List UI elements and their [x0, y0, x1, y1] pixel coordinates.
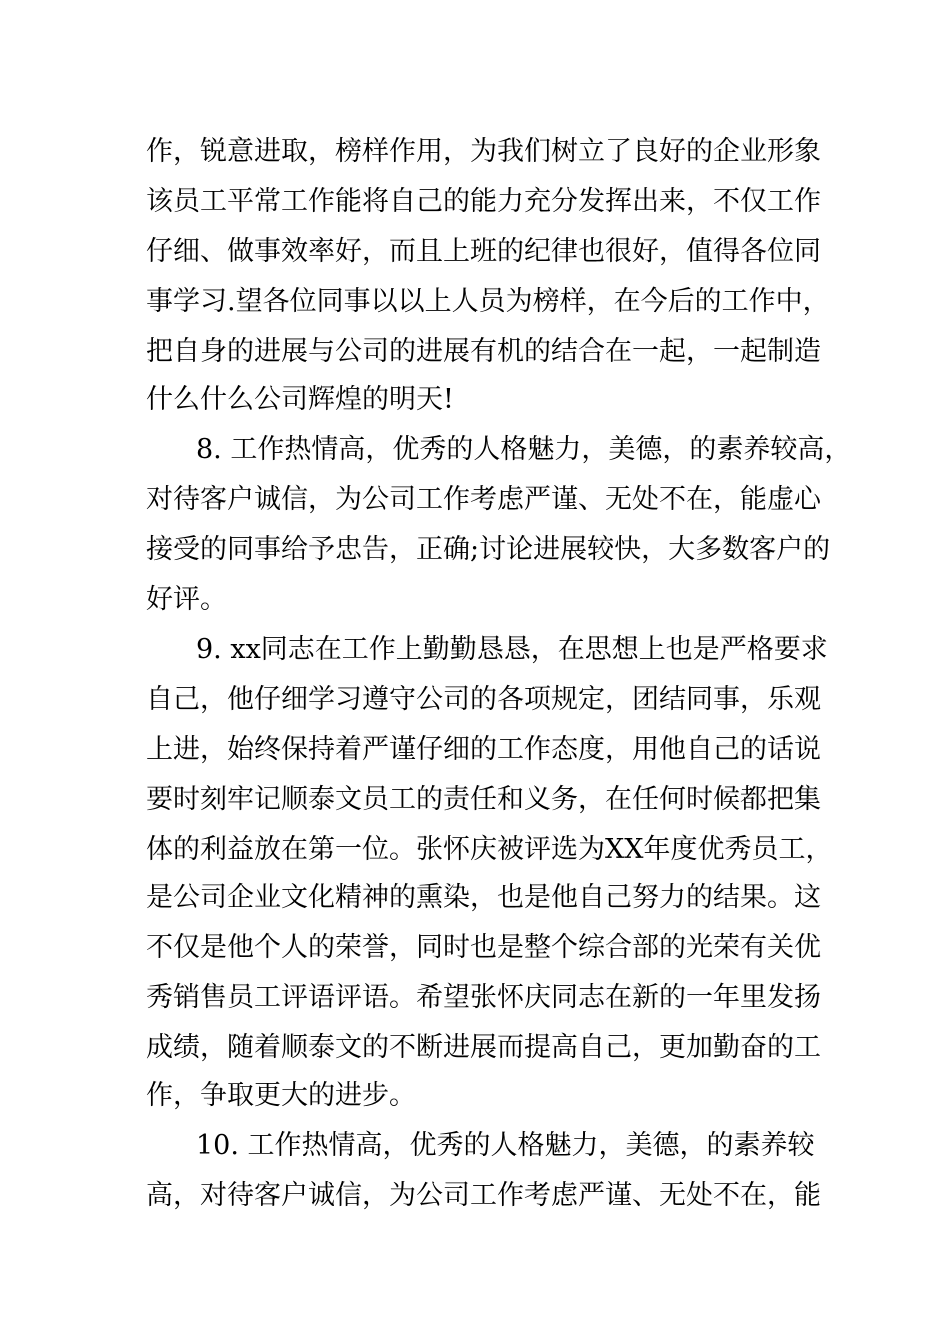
text-line: 接受的同事给予忠告，正确;讨论进展较快，大多数客户的 — [146, 534, 831, 565]
text-line: 好评。 — [146, 584, 227, 615]
text-line: 是公司企业文化精神的熏染，也是他自己努力的结果。这 — [146, 882, 821, 913]
text-line: 仔细、做事效率好，而且上班的纪律也很好，值得各位同 — [146, 236, 821, 267]
paragraph-start-line: 8. 工作热情高，优秀的人格魅力，美德，的素养较高， — [196, 434, 852, 465]
text-line: 秀销售员工评语评语。希望张怀庆同志在新的一年里发扬 — [146, 982, 821, 1013]
text-line: 该员工平常工作能将自己的能力充分发挥出来，不仅工作 — [146, 186, 821, 217]
text-line: 把自身的进展与公司的进展有机的结合在一起，一起制造 — [146, 336, 821, 367]
text-line: 体的利益放在第一位。张怀庆被评选为XX年度优秀员工， — [146, 834, 833, 865]
paragraph-start-line: 10. 工作热情高，优秀的人格魅力，美德，的素养较 — [196, 1130, 815, 1161]
text-line: 高，对待客户诚信，为公司工作考虑严谨、无处不在，能 — [146, 1180, 821, 1211]
text-line: 成绩，随着顺泰文的不断进展而提高自己，更加勤奋的工 — [146, 1032, 821, 1063]
text-line: 作，争取更大的进步。 — [146, 1080, 416, 1111]
text-line: 对待客户诚信，为公司工作考虑严谨、无处不在，能虚心 — [146, 484, 821, 515]
text-line: 事学习.望各位同事以以上人员为榜样，在今后的工作中， — [146, 286, 830, 317]
text-line: 自己，他仔细学习遵守公司的各项规定，团结同事，乐观 — [146, 684, 821, 715]
paragraph-start-line: 9. xx同志在工作上勤勤恳恳，在思想上也是严格要求 — [196, 634, 828, 665]
text-line: 不仅是他个人的荣誉，同时也是整个综合部的光荣有关优 — [146, 932, 821, 963]
text-line: 上进，始终保持着严谨仔细的工作态度，用他自己的话说 — [146, 734, 821, 765]
text-line: 作，锐意进取，榜样作用，为我们树立了良好的企业形象 — [146, 136, 821, 167]
text-line: 什么什么公司辉煌的明天! — [146, 384, 454, 415]
text-line: 要时刻牢记顺泰文员工的责任和义务，在任何时候都把集 — [146, 784, 821, 815]
